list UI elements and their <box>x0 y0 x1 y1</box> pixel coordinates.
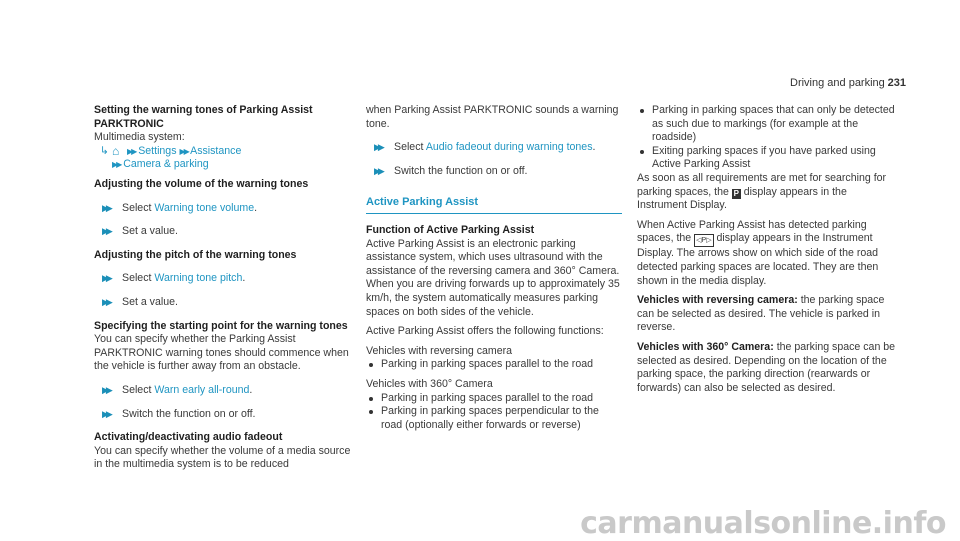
step-arrow-icon: ▶▶ <box>374 165 382 176</box>
step-arrow-icon: ▶▶ <box>102 384 110 395</box>
nav-settings[interactable]: Settings <box>138 144 177 157</box>
nav-assistance[interactable]: Assistance <box>190 144 242 157</box>
step-arrow-icon: ▶▶ <box>102 202 110 213</box>
parking-arrows-icon: ◁P▷ <box>694 234 713 247</box>
section-divider <box>366 213 622 214</box>
step-set-value-2: ▶▶ Set a value. <box>102 295 178 308</box>
link-warn-early[interactable]: Warn early all-round <box>154 383 250 396</box>
column-1 <box>94 104 352 472</box>
section-title: Driving and parking <box>790 77 885 89</box>
double-chevron-icon: ▶▶ <box>179 146 188 156</box>
paragraph-detected: When Active Parking Assist has detected parking spaces, the ◁P▷ display appears in the Instrument Display. The arrows show on which side of the road detected parking spaces are located. They are then shown in the media display. <box>637 218 879 287</box>
double-chevron-icon: ▶▶ <box>126 146 136 156</box>
heading-starting-point: Specifying the starting point for the warning tones <box>94 319 348 332</box>
step-warn-early: ▶▶ Select Warn early all-round. <box>102 383 253 396</box>
list-item: Parking in parking spaces perpendicular to the road (optionally either forwards or reverse) <box>366 405 622 432</box>
heading-pitch: Adjusting the pitch of the warning tones <box>94 248 297 261</box>
double-chevron-icon: ▶▶ <box>112 160 121 170</box>
heading-volume: Adjusting the volume of the warning tones <box>94 177 309 190</box>
home-icon: ⌂ <box>112 143 120 158</box>
list-item: Exiting parking spaces if you have parked using Active Parking Assist <box>637 145 899 172</box>
step-arrow-icon: ▶▶ <box>102 408 110 419</box>
list-item: Parking in parking spaces parallel to the road <box>366 392 622 406</box>
step-switch-1: ▶▶ Switch the function on or off. <box>102 407 256 420</box>
step-volume: ▶▶ Select Warning tone volume. <box>102 201 258 214</box>
nav-camera[interactable]: Camera & parking <box>123 158 209 171</box>
section-heading-active-parking-assist: Active Parking Assist <box>366 196 479 209</box>
heading-function: Function of Active Parking Assist <box>366 223 535 236</box>
paragraph-function: Active Parking Assist is an electronic parking assistance system, which uses ultrasound with the assistance of the reversing camera and 360° Camera. When you are driving forwards up to approximately 35 km/h, the system automatically measures parking spaces on both sides of the vehicle. <box>366 237 620 318</box>
system-label: Multimedia system: <box>94 131 185 144</box>
step-audio-fadeout: ▶▶ Select Audio fadeout during warning tones. <box>374 141 596 154</box>
paragraph-functions: Active Parking Assist offers the following functions: <box>366 325 604 338</box>
step-switch-2: ▶▶ Switch the function on or off. <box>374 164 528 177</box>
list-item: Parking in parking spaces parallel to the road <box>366 358 622 372</box>
paragraph-search: As soon as all requirements are met for searching for parking spaces, the P display appears in the Instrument Display. <box>637 171 887 212</box>
paragraph-reversing-camera: Vehicles with reversing camera <box>366 344 513 357</box>
column-3 <box>637 104 899 395</box>
step-pitch: ▶▶ Select Warning tone pitch. <box>102 272 246 285</box>
parking-p-icon: P <box>733 188 739 198</box>
watermark: carmanualsonline.info <box>580 506 946 541</box>
paragraph-360-camera: Vehicles with 360° Camera <box>366 377 493 390</box>
step-arrow-icon: ▶▶ <box>102 273 110 284</box>
step-set-value-1: ▶▶ Set a value. <box>102 225 178 238</box>
nav-path-2 <box>94 158 352 172</box>
heading-audio-fadeout: Activating/deactivating audio fadeout <box>94 431 283 444</box>
return-arrow-icon: ↳ <box>100 144 109 157</box>
link-audio-fadeout[interactable]: Audio fadeout during warning tones <box>425 141 593 154</box>
paragraph-reversing-camera-vehicle: Vehicles with reversing camera: the parking space can be selected as desired. The vehicle is parked in reverse. <box>637 294 885 334</box>
step-arrow-icon: ▶▶ <box>102 296 110 307</box>
nav-path <box>94 145 352 159</box>
step-arrow-icon: ▶▶ <box>374 142 382 153</box>
link-warning-tone-volume[interactable]: Warning tone volume <box>154 201 255 214</box>
step-arrow-icon: ▶▶ <box>102 226 110 237</box>
link-warning-tone-pitch[interactable]: Warning tone pitch <box>154 272 243 285</box>
paragraph-fadeout-cont: when Parking Assist PARKTRONIC sounds a warning tone. <box>366 104 619 130</box>
list-item: Parking in parking spaces that can only be detected as such due to markings (for example at the roadside) <box>637 104 899 145</box>
heading-warning-tones: Setting the warning tones of Parking Assist PARKTRONIC <box>94 104 313 130</box>
paragraph-starting-point: You can specify whether the Parking Assist PARKTRONIC warning tones should commence when the vehicle is further away from an obstacle. <box>94 333 349 373</box>
column-2 <box>366 104 622 432</box>
page-number: 231 <box>887 77 906 89</box>
paragraph-360-camera-vehicle: Vehicles with 360° Camera: the parking space can be selected as desired. Depending on the location of the parking space, the parking direction (rearwards or forwards) can also be selected as desired. <box>637 340 896 394</box>
paragraph-audio-fadeout: You can specify whether the volume of a media source in the multimedia system is to be reduced <box>94 444 351 471</box>
